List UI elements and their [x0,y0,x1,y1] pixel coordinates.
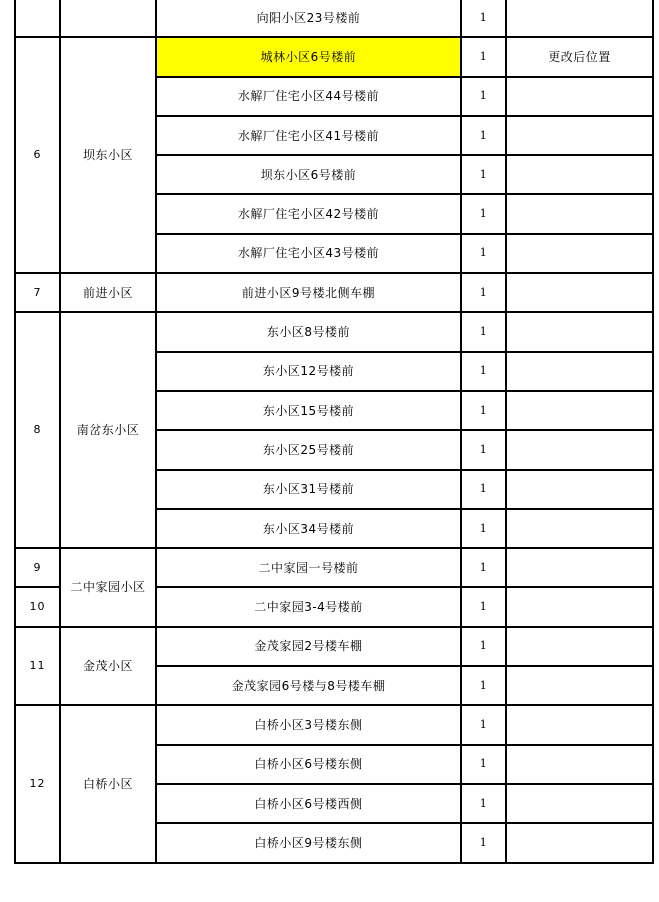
cell-no[interactable]: 10 [15,587,60,626]
cell-note[interactable] [506,509,653,548]
cell-note[interactable] [506,745,653,784]
cell-qty[interactable]: 1 [461,391,506,430]
cell-note[interactable] [506,784,653,823]
cell-note[interactable] [506,430,653,469]
cell-location[interactable]: 东小区12号楼前 [156,352,461,391]
cell-no[interactable]: 8 [15,312,60,548]
cell-note[interactable] [506,705,653,744]
cell-qty[interactable]: 1 [461,430,506,469]
cell-qty[interactable]: 1 [461,37,506,76]
cell-qty[interactable]: 1 [461,627,506,666]
cell-area[interactable]: 前进小区 [60,273,156,312]
cell-location[interactable]: 向阳小区23号楼前 [156,0,461,37]
cell-note[interactable] [506,666,653,705]
cell-qty[interactable]: 1 [461,509,506,548]
cell-note[interactable] [506,234,653,273]
cell-location[interactable]: 坝东小区6号楼前 [156,155,461,194]
cell-note[interactable] [506,194,653,233]
cell-qty[interactable]: 1 [461,116,506,155]
cell-note[interactable] [506,548,653,587]
cell-note[interactable] [506,155,653,194]
cell-no[interactable] [15,0,60,37]
cell-qty[interactable]: 1 [461,745,506,784]
cell-area[interactable]: 坝东小区 [60,37,156,273]
cell-area[interactable]: 二中家园小区 [60,548,156,627]
cell-location[interactable]: 水解厂住宅小区44号楼前 [156,77,461,116]
cell-no[interactable]: 11 [15,627,60,706]
cell-no[interactable]: 7 [15,273,60,312]
cell-location[interactable]: 金茂家园6号楼与8号楼车棚 [156,666,461,705]
cell-note[interactable] [506,116,653,155]
cell-no[interactable]: 12 [15,705,60,862]
cell-note[interactable] [506,352,653,391]
table-row [15,0,653,37]
cell-qty[interactable]: 1 [461,155,506,194]
cell-qty[interactable]: 1 [461,587,506,626]
cell-note[interactable] [506,391,653,430]
cell-location[interactable]: 东小区31号楼前 [156,470,461,509]
cell-location[interactable]: 水解厂住宅小区42号楼前 [156,194,461,233]
cell-location[interactable]: 二中家园3-4号楼前 [156,587,461,626]
cell-qty[interactable]: 1 [461,312,506,351]
cell-note[interactable] [506,0,653,37]
cell-location[interactable]: 水解厂住宅小区43号楼前 [156,234,461,273]
cell-note[interactable] [506,312,653,351]
cell-no[interactable]: 6 [15,37,60,273]
cell-qty[interactable]: 1 [461,548,506,587]
cell-qty[interactable]: 1 [461,666,506,705]
cell-area[interactable] [60,0,156,37]
cell-qty[interactable]: 1 [461,273,506,312]
cell-area[interactable]: 金茂小区 [60,627,156,706]
cell-location[interactable]: 水解厂住宅小区41号楼前 [156,116,461,155]
cell-qty[interactable]: 1 [461,234,506,273]
cell-location[interactable]: 前进小区9号楼北侧车棚 [156,273,461,312]
cell-note[interactable] [506,627,653,666]
cell-location[interactable]: 东小区15号楼前 [156,391,461,430]
cell-qty[interactable]: 1 [461,352,506,391]
cell-qty[interactable]: 1 [461,784,506,823]
cell-location[interactable]: 白桥小区9号楼东侧 [156,823,461,862]
cell-note[interactable] [506,470,653,509]
cell-note[interactable]: 更改后位置 [506,37,653,76]
cell-qty[interactable]: 1 [461,0,506,37]
cell-note[interactable] [506,77,653,116]
cell-qty[interactable]: 1 [461,470,506,509]
cell-qty[interactable]: 1 [461,77,506,116]
cell-note[interactable] [506,823,653,862]
table-row [15,627,653,666]
cell-location[interactable]: 白桥小区6号楼东侧 [156,745,461,784]
cell-location-highlighted[interactable]: 城林小区6号楼前 [156,37,461,76]
cell-location[interactable]: 白桥小区3号楼东侧 [156,705,461,744]
location-table [14,0,654,864]
table-row [15,312,653,351]
cell-note[interactable] [506,273,653,312]
cell-area[interactable]: 南岔东小区 [60,312,156,548]
cell-location[interactable]: 白桥小区6号楼西侧 [156,784,461,823]
cell-location[interactable]: 东小区25号楼前 [156,430,461,469]
table-row [15,273,653,312]
cell-location[interactable]: 金茂家园2号楼车棚 [156,627,461,666]
cell-area[interactable]: 白桥小区 [60,705,156,862]
cell-note[interactable] [506,587,653,626]
cell-location[interactable]: 二中家园一号楼前 [156,548,461,587]
table-row [15,548,653,587]
table-row [15,705,653,744]
cell-qty[interactable]: 1 [461,823,506,862]
spreadsheet-table-container [14,0,654,864]
cell-location[interactable]: 东小区8号楼前 [156,312,461,351]
cell-qty[interactable]: 1 [461,705,506,744]
cell-qty[interactable]: 1 [461,194,506,233]
table-row [15,37,653,76]
cell-no[interactable]: 9 [15,548,60,587]
cell-location[interactable]: 东小区34号楼前 [156,509,461,548]
